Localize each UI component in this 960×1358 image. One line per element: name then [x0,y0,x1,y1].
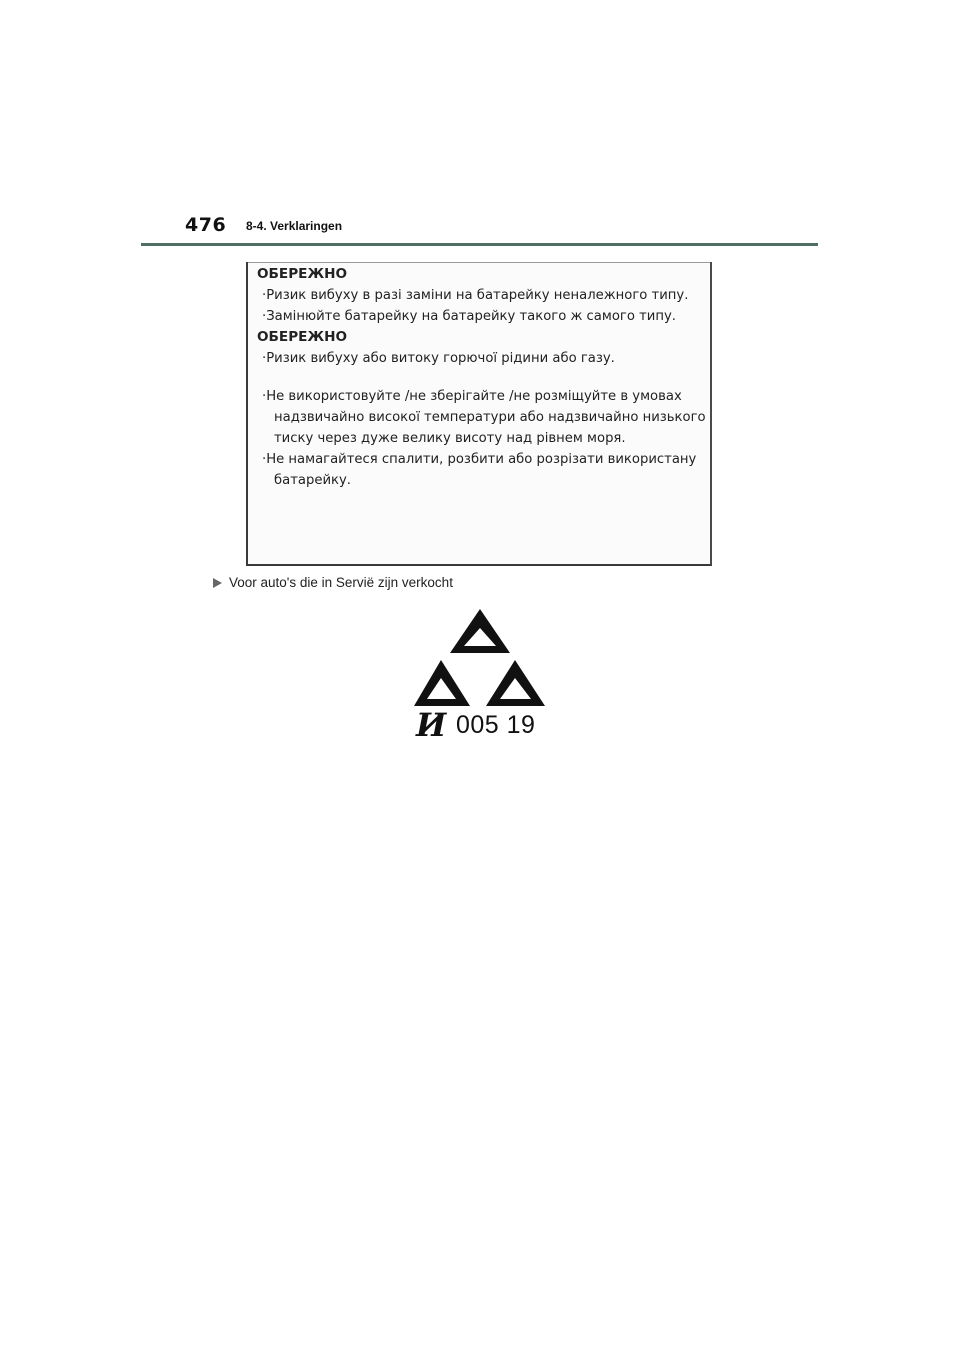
mark-letter: И [416,706,447,740]
warning-line-continued: тиску через дуже велику висоту над рівнем моря. [274,431,626,446]
caution-heading-2: ОБЕРЕЖНО [257,329,348,345]
warning-line-continued: батарейку. [274,473,351,488]
warning-line: ·Не використовуйте /не зберігайте /не розміщуйте в умовах [262,389,682,404]
warning-box [246,262,712,566]
warning-line: ·Ризик вибуху в разі заміни на батарейку неналежного типу. [262,288,689,303]
serbia-label: Voor auto's die in Servië zijn verkocht [229,575,453,590]
page-number: 476 [185,214,227,236]
section-title: 8-4. Verklaringen [246,219,343,233]
triangle-top-icon [450,609,510,653]
header-rule [141,243,818,246]
serbia-bullet [213,575,453,590]
warning-line-continued: надзвичайно високої температури або надзвичайно низького [274,410,706,425]
warning-line: ·Не намагайтеся спалити, розбити або розрізати використану [262,452,697,467]
spacer [257,369,702,386]
caution-heading-1: ОБЕРЕЖНО [257,266,348,282]
warning-line: ·Замінюйте батарейку на батарейку такого ж самого типу. [262,309,676,324]
triangle-right-icon [486,660,545,706]
triangle-left-icon [414,660,470,706]
mark-code: 005 19 [456,711,536,739]
warning-line: ·Ризик вибуху або витоку горючої рідини або газу. [262,351,615,366]
triangle-bullet-icon [213,578,222,588]
warning-box-content [257,264,706,491]
